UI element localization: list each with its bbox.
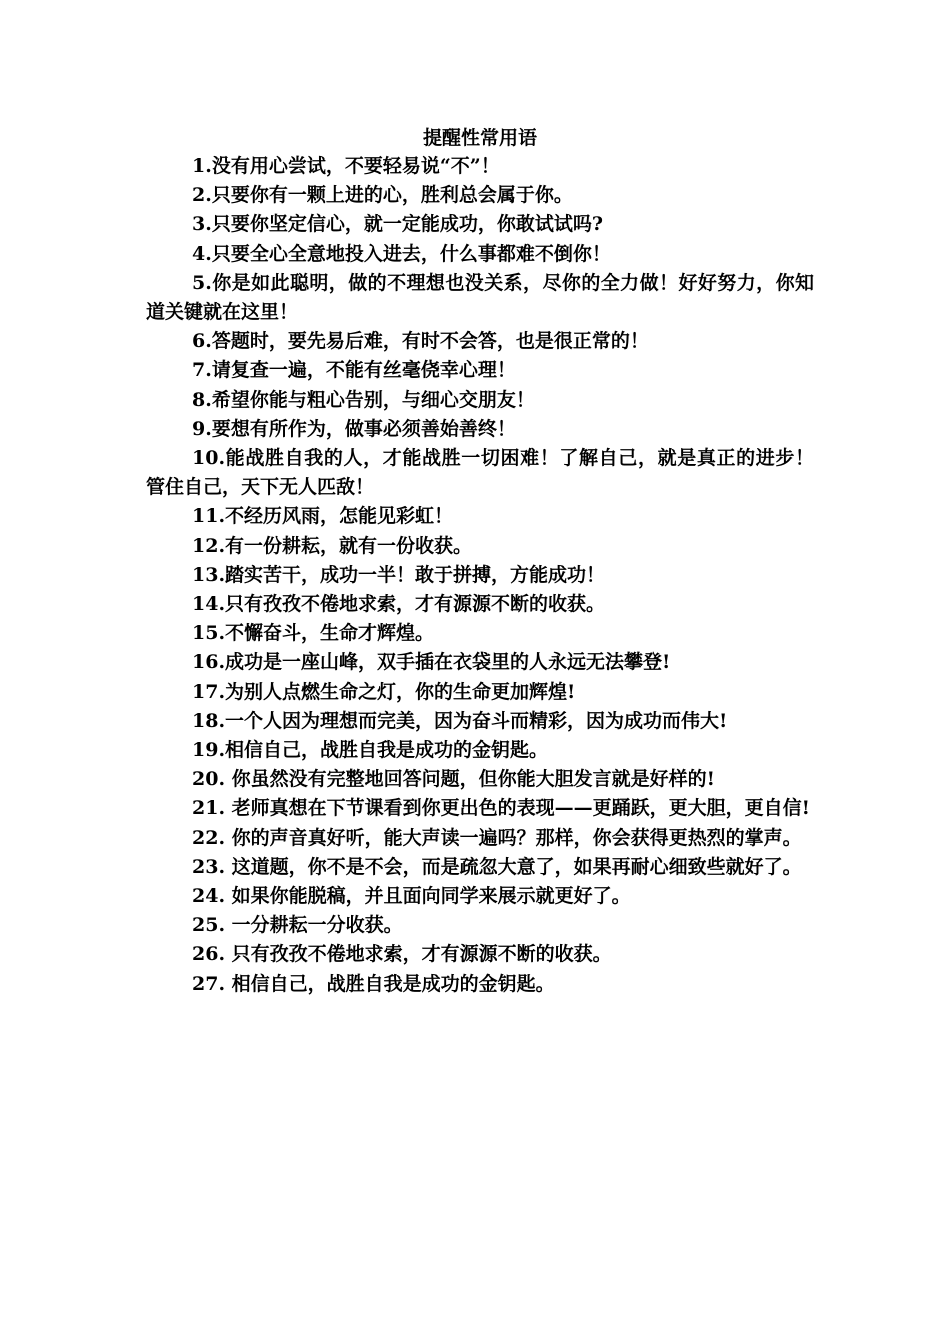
list-item: 6.答题时，要先易后难，有时不会答，也是很正常的！: [192, 330, 649, 353]
list-item: 9.要想有所作为，做事必须善始善终！: [192, 417, 516, 440]
list-item: 12.有一份耕耘，就有一份收获。: [192, 534, 473, 557]
list-item: 1.没有用心尝试，不要轻易说“不”！: [192, 155, 500, 177]
list-item: 21. 老师真想在下节课看到你更出色的表现——更踊跃，更大胆，更自信!: [192, 797, 811, 820]
list-item: 16.成功是一座山峰，双手插在衣袋里的人永远无法攀登!: [192, 651, 671, 674]
list-item: 19.相信自己，战胜自我是成功的金钥匙。: [192, 739, 549, 762]
phrase-list: [146, 152, 814, 999]
list-item: 4.只要全心全意地投入进去，什么事都难不倒你！: [192, 242, 611, 265]
list-item: 17.为别人点燃生命之灯，你的生命更加辉煌!: [192, 680, 576, 703]
list-item: 13.踏实苦干，成功一半！敢于拼搏，方能成功！: [192, 563, 606, 586]
list-item: 20. 你虽然没有完整地回答问题，但你能大胆发言就是好样的!: [192, 768, 716, 791]
list-item: 26. 只有孜孜不倦地求索，才有源源不断的收获。: [192, 943, 612, 966]
list-item: 15.不懈奋斗，生命才辉煌。: [192, 622, 435, 645]
list-item: 5.你是如此聪明，做的不理想也没关系，尽你的全力做！好好努力，你知道关键就在这里！: [146, 271, 814, 324]
list-item: 3.只要你坚定信心，就一定能成功，你敢试试吗?: [192, 213, 603, 236]
list-item: 8.希望你能与粗心告别，与细心交朋友！: [192, 388, 535, 411]
list-item: 27. 相信自己，战胜自我是成功的金钥匙。: [192, 972, 555, 995]
list-item: 22. 你的声音真好听，能大声读一遍吗？那样，你会获得更热烈的掌声。: [192, 826, 802, 849]
list-item: 24. 如果你能脱稿，并且面向同学来展示就更好了。: [192, 885, 631, 908]
list-item: 25. 一分耕耘一分收获。: [192, 914, 403, 937]
list-item: 10.能战胜自我的人，才能战胜一切困难！了解自己，就是真正的进步！管住自己，天下无人匹敌！: [146, 447, 814, 499]
list-item: 18.一个人因为理想而完美，因为奋斗而精彩，因为成功而伟大!: [192, 709, 728, 732]
list-item: 11.不经历风雨，怎能见彩虹！: [192, 505, 454, 528]
document-title: 提醒性常用语: [422, 127, 537, 149]
document-page: [146, 124, 814, 999]
list-item: 23. 这道题，你不是不会，而是疏忽大意了，如果再耐心细致些就好了。: [192, 855, 802, 878]
list-item: 14.只有孜孜不倦地求索，才有源源不断的收获。: [192, 593, 606, 616]
list-item: 2.只要你有一颗上进的心，胜利总会属于你。: [192, 184, 573, 207]
list-item: 7.请复查一遍，不能有丝毫侥幸心理！: [192, 359, 516, 382]
